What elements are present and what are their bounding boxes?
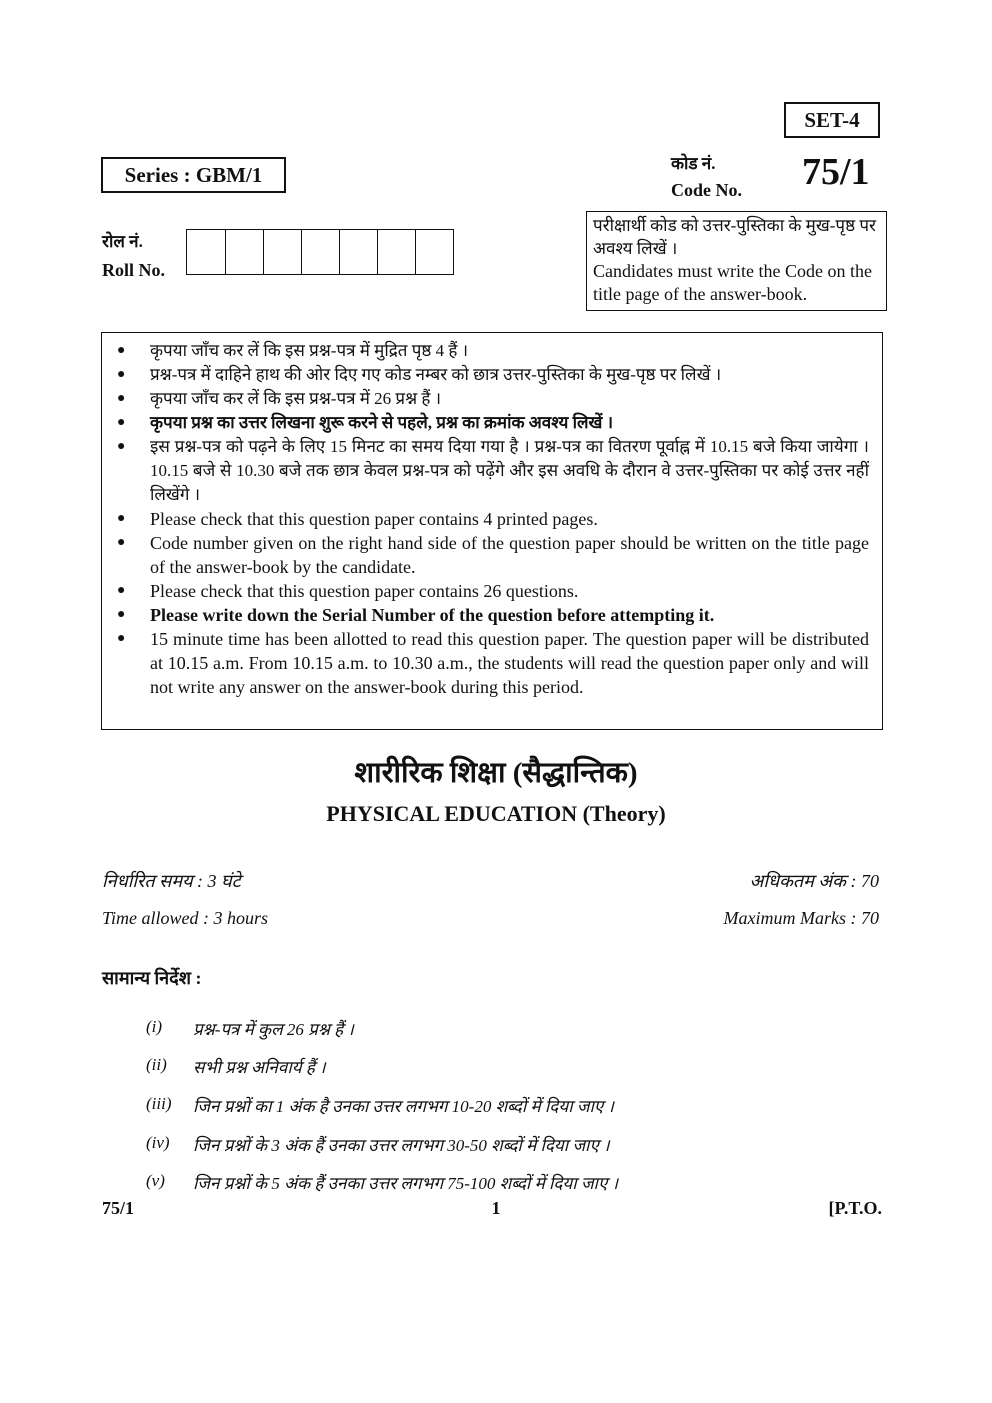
instruction-text: इस प्रश्न-पत्र को पढ़ने के लिए 15 मिनट का समय दिया गया है । प्रश्न-पत्र का वितरण पूर्वाह्न में 10.15 बजे किया जायेगा । 10.15 बजे से 10.30 बजे तक छात्र केवल प्रश्न-पत्र को पढ़ेंगे और इस अवधि के दौरान वे उत्तर-पुस्तिका पर कोई उत्तर नहीं लिखेंगे । — [150, 437, 869, 504]
item-number: (iii) — [146, 1094, 172, 1113]
item-text: जिन प्रश्नों के 5 अंक हैं उनका उत्तर लगभग 75-100 शब्दों में दिया जाए । — [193, 1174, 619, 1193]
series-badge: Series : GBM/1 — [101, 157, 286, 193]
code-note-english: Candidates must write the Code on the title page of the answer-book. — [593, 261, 872, 304]
instruction-text: कृपया जाँच कर लें कि इस प्रश्न-पत्र में मुद्रित पृष्ठ 4 हैं । — [150, 341, 469, 360]
footer-code: 75/1 — [102, 1198, 135, 1218]
bullet-icon: ● — [117, 631, 126, 646]
code-number: 75/1 — [802, 151, 870, 193]
item-number: (ii) — [146, 1055, 167, 1074]
max-marks-hindi: अधिकतम अंक : 70 — [749, 871, 879, 891]
instruction-item — [117, 627, 869, 699]
time-allowed-english: Time allowed : 3 hours — [102, 908, 269, 928]
instruction-text: 15 minute time has been allotted to read this question paper. The question paper will be distributed at 10.15 a.m. From 10.15 a.m. to 10.30 a.m., the students will read the question paper only and will not write any answer on the answer-book during this period. — [150, 629, 869, 697]
instruction-item — [117, 411, 869, 435]
general-instruction-item — [146, 1094, 614, 1117]
roll-digit-box[interactable] — [263, 230, 301, 274]
instruction-item — [117, 531, 869, 579]
code-label-hindi: कोड नं. — [671, 154, 716, 173]
roll-label — [102, 227, 165, 285]
instruction-text: प्रश्न-पत्र में दाहिने हाथ की ओर दिए गए कोड नम्बर को छात्र उत्तर-पुस्तिका के मुख-पृष्ठ पर लिखें । — [150, 365, 722, 384]
instruction-text: Please check that this question paper contains 26 questions. — [150, 581, 579, 601]
general-instruction-item — [146, 1017, 354, 1040]
instruction-item — [117, 339, 869, 363]
general-instruction-item — [146, 1133, 610, 1156]
max-marks-english: Maximum Marks : 70 — [723, 908, 879, 928]
instruction-item — [117, 363, 869, 387]
bullet-icon: ● — [117, 439, 126, 454]
roll-digit-box[interactable] — [377, 230, 415, 274]
code-note-box — [586, 211, 887, 311]
subject-title-hindi: शारीरिक शिक्षा (सैद्धान्तिक) — [354, 757, 638, 789]
code-label — [671, 150, 742, 204]
roll-digit-box[interactable] — [339, 230, 377, 274]
general-instruction-item — [146, 1055, 326, 1078]
item-text: जिन प्रश्नों के 3 अंक हैं उनका उत्तर लगभग 30-50 शब्दों में दिया जाए । — [193, 1136, 610, 1155]
subject-title-english: PHYSICAL EDUCATION (Theory) — [326, 801, 666, 826]
bullet-icon: ● — [117, 607, 126, 622]
roll-label-english: Roll No. — [102, 260, 165, 280]
instruction-item — [117, 603, 869, 627]
item-text: सभी प्रश्न अनिवार्य हैं । — [193, 1058, 326, 1077]
roll-label-hindi: रोल नं. — [102, 232, 143, 251]
bullet-icon: ● — [117, 343, 126, 358]
instruction-item — [117, 435, 869, 507]
general-instructions-title: सामान्य निर्देश : — [102, 968, 202, 988]
instruction-item — [117, 507, 869, 531]
roll-digit-box[interactable] — [301, 230, 339, 274]
instruction-item — [117, 579, 869, 603]
page-number: 1 — [491, 1198, 501, 1218]
item-number: (iv) — [146, 1133, 170, 1152]
pto-label: [P.T.O. — [828, 1198, 882, 1218]
item-text: प्रश्न-पत्र में कुल 26 प्रश्न हैं । — [193, 1020, 354, 1039]
instruction-text: कृपया जाँच कर लें कि इस प्रश्न-पत्र में 26 प्रश्न हैं । — [150, 389, 442, 408]
roll-digit-box[interactable] — [187, 230, 225, 274]
general-instruction-item — [146, 1171, 618, 1194]
instruction-text: Please check that this question paper contains 4 printed pages. — [150, 509, 598, 529]
roll-digit-box[interactable] — [225, 230, 263, 274]
bullet-icon: ● — [117, 391, 126, 406]
instruction-text: कृपया प्रश्न का उत्तर लिखना शुरू करने से पहले, प्रश्न का क्रमांक अवश्य लिखें । — [150, 413, 614, 432]
bullet-icon: ● — [117, 583, 126, 598]
bullet-icon: ● — [117, 535, 126, 550]
time-allowed-hindi: निर्धारित समय : 3 घंटे — [102, 871, 241, 891]
instructions-box — [101, 332, 883, 730]
roll-number-boxes[interactable] — [186, 229, 454, 275]
instruction-text: Please write down the Serial Number of the question before attempting it. — [150, 605, 715, 625]
bullet-icon: ● — [117, 367, 126, 382]
set-badge: SET-4 — [784, 102, 880, 138]
bullet-icon: ● — [117, 511, 126, 526]
code-label-english: Code No. — [671, 180, 742, 200]
instruction-item — [117, 387, 869, 411]
roll-digit-box[interactable] — [415, 230, 453, 274]
instruction-text: Code number given on the right hand side of the question paper should be written on the title page of the answer-book by the candidate. — [150, 533, 869, 577]
code-note-hindi: परीक्षार्थी कोड को उत्तर-पुस्तिका के मुख-पृष्ठ पर अवश्य लिखें । — [593, 216, 876, 258]
item-number: (v) — [146, 1171, 165, 1190]
item-text: जिन प्रश्नों का 1 अंक है उनका उत्तर लगभग 10-20 शब्दों में दिया जाए । — [193, 1097, 614, 1116]
item-number: (i) — [146, 1017, 163, 1036]
bullet-icon: ● — [117, 415, 126, 430]
